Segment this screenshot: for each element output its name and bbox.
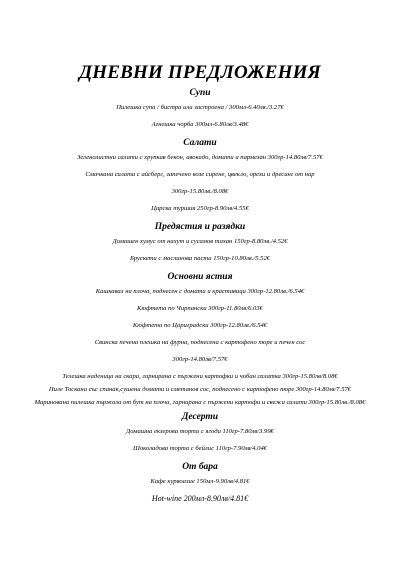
section-title: Основни ястия xyxy=(167,272,233,282)
menu-item: Телешка наденица на скара, гарнирана с пържени картофки и чобан салатка 300гр-15.80лв/8.08€ xyxy=(62,373,338,380)
menu-item: Пиле Тоскана със спанак,сушени домати и сметанов сос, поднесено с картофено пюре 300гр-14.80лв/7.57€ xyxy=(48,386,352,393)
menu-item: Hot-wine 200мл-8.90лв/4.81€ xyxy=(151,494,249,503)
menu-item: Брускети с маслинова паста 150гр-10.80лв./5.52€ xyxy=(129,255,271,262)
menu-item: Кашкавал на плоча, поднесен с домати и краставици 300гр-12.80лв./6.54€ xyxy=(95,288,305,295)
menu-item: Зеленолистни салати с хрупкав бекон, авокадо, домати и пармезан 300гр-14.80лв/7.57€ xyxy=(77,154,323,161)
section-soups xyxy=(0,87,400,129)
menu-item: Домашна екзерова торта с ягоди 110гр-7.80лв/3.99€ xyxy=(126,428,274,435)
section-main-courses xyxy=(0,271,400,407)
menu-item: Кюфтета по Чирпански 300гр-11.80лв/6.03€ xyxy=(137,305,263,312)
menu-item: Кюфтета по Цариградски 300гр-12.80лв./6.54€ xyxy=(132,322,268,329)
page-title: ДНЕВНИ ПРЕДЛОЖЕНИЯ xyxy=(79,62,321,83)
section-title: Десерти xyxy=(181,412,219,422)
section-starters xyxy=(0,221,400,263)
section-salads xyxy=(0,137,400,213)
section-title: Предястия и разядки xyxy=(154,222,246,232)
menu-item: Шоколадова торта с бейлис 110гр-7.90лв/4.04€ xyxy=(132,445,268,452)
menu-item: Маринована пилешка пържола от бут на плоча, гарнирана с пържени картофи и свежи салати 300гр-15.80лв./8.08€ xyxy=(34,399,366,406)
menu-item: Пилешка супа / бистра или застроена / 300мл-6.40лв./3.27€ xyxy=(116,104,284,111)
section-bar xyxy=(0,461,400,504)
menu-item: Свинска печена плешка на фурна, поднесена с картофено пюре и печен сос xyxy=(94,339,306,346)
menu-item: Царска туршия 250гр-8.90лв/4.55€ xyxy=(151,205,249,212)
section-title: Салати xyxy=(183,138,217,148)
menu-item: Агнешка чорба 300мл-6.80лв/3.48€ xyxy=(151,121,249,128)
section-desserts xyxy=(0,411,400,453)
menu-item: Домашен хумус от нахут и сусамов тахан 150гр-8.80лв./4.52€ xyxy=(112,238,288,245)
section-title: От бара xyxy=(182,462,218,472)
menu-item: Кафе курвоазие 150мл-9.90лв/4.81€ xyxy=(150,478,250,485)
menu-item: Смачкана салата с айсберг, запечено козе сирене, цвекло, орехи и дресинг от нар xyxy=(85,171,315,178)
menu-item: 300гр-15.80лв./8.08€ xyxy=(171,188,229,195)
menu-item: 300гр-14.80лв/7.57€ xyxy=(172,356,228,363)
section-title: Супи xyxy=(189,88,211,98)
